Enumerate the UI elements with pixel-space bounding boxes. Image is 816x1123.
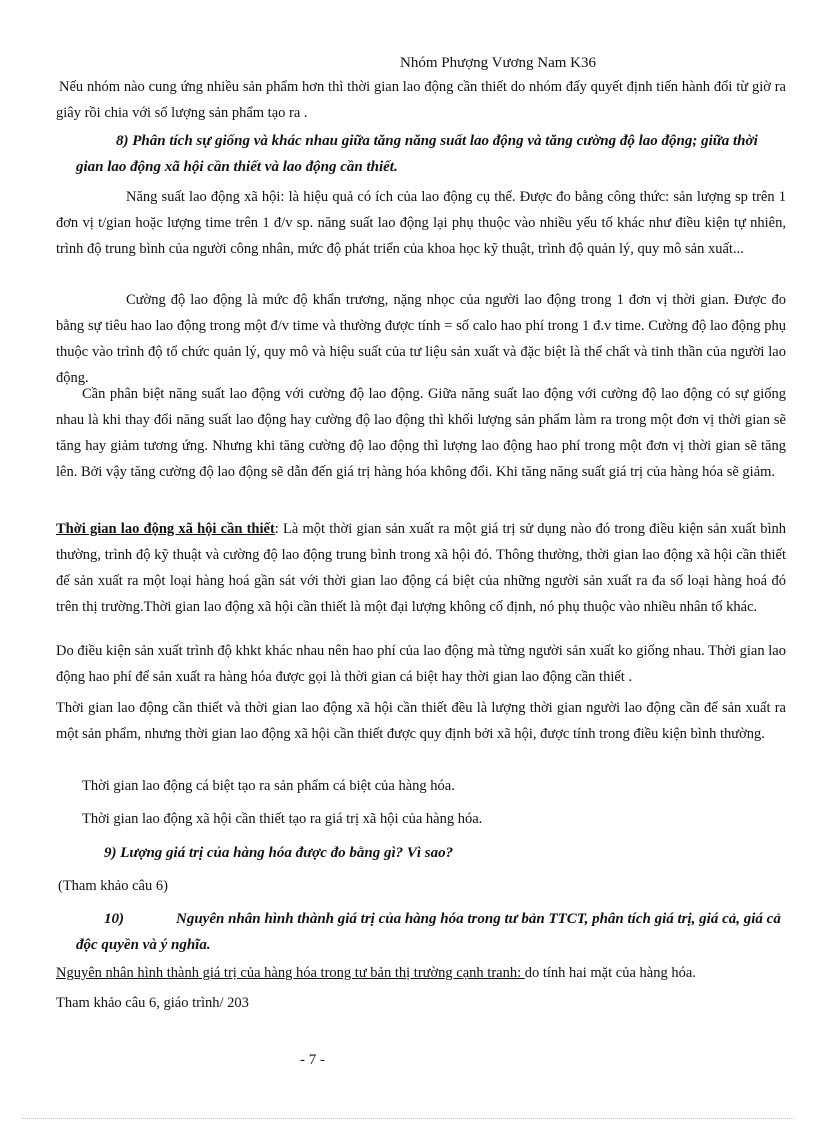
term-social-labor-time: Thời gian lao động xã hội cần thiết (56, 521, 275, 537)
question-10-heading: Nguyên nhân hình thành giá trị của hàng hóa trong tư bản TTCT, phân tích giá trị, giá cả, giá cả độc quyền và ý nghĩa. (76, 911, 781, 953)
paragraph-difference: Thời gian lao động cần thiết và thời gian lao động xã hội cần thiết đều là lượng thời gian người lao động cần để sản xuất ra một sản phẩm, nhưng thời gian lao động xã hội cần thiết được quy định bởi xã hội, được tính trong điều kiện bình thường. (56, 700, 786, 742)
page-number: - 7 - (300, 1052, 325, 1068)
definition-social-labor-time: : Là một thời gian sản xuất ra một giá trị sử dụng nào đó trong điều kiện sản xuất bình thường, trình độ kỹ thuật và cường độ lao động trung bình trong xã hội đó. Thông thường, thời gian lao động xã hội cần thiết để sản xuất ra một loại hàng hoá gần sát với thời gian lao động cá biệt của những người sản xuất ra đa số loại hàng hoá đó trên thị trường.Thời gian lao động xã hội cần thiết là một đại lượng không cố định, nó phụ thuộc vào nhiều nhân tố khác. (56, 521, 787, 615)
paragraph-comparison: Cần phân biệt năng suất lao động với cường độ lao động. Giữa năng suất lao động với cường độ lao động có sự giống nhau là khi thay đổi năng suất lao động hay cường độ lao động thì khối lượng sản phẩm làm ra trong một đơn vị thời gian sẽ tăng hay giảm tương ứng. Nhưng khi tăng cường độ lao động thì lượng lao động hao phí trong một đơn vị thời gian sẽ tăng lên. Bởi vậy tăng cường độ lao động sẽ dẫn đến giá trị hàng hóa không đổi. Khi tăng năng suất giá trị của hàng hóa sẽ giảm. (56, 386, 786, 480)
paragraph-social-labor-time (56, 516, 786, 620)
paragraph-cause (56, 960, 786, 986)
page-bottom-divider (22, 1118, 794, 1119)
cause-underlined: Nguyên nhân hình thành giá trị của hàng hóa trong tư bản thị trường cạnh tranh: (56, 965, 525, 981)
paragraph-labor-productivity: Năng suất lao động xã hội: là hiệu quả có ích của lao động cụ thể. Được đo bằng công thức: sản lượng sp trên 1 đơn vị t/gian hoặc lượng time trên 1 đ/v sp. năng suất lao động lại phụ thuộc vào nhiều yếu tố khác như điều kiện tự nhiên, trình độ trung bình của người công nhân, mức độ phát triển của khoa học kỹ thuật, trình độ quản lý, quy mô sản xuất... (56, 189, 786, 257)
line-social-time: Thời gian lao động xã hội cần thiết tạo ra giá trị xã hội của hàng hóa. (82, 811, 483, 827)
paragraph-labor-intensity: Cường độ lao động là mức độ khẩn trương, nặng nhọc của người lao động trong 1 đơn vị thời gian. Được đo bằng sự tiêu hao lao động trong một đ/v time và thường được tính = số calo hao phí trong 1 đ.v time. Cường độ lao động phụ thuộc vào trình độ tổ chức quản lý, quy mô và hiệu suất của tư liệu sản xuất và đặc biệt là thể chất và tinh thần của người lao động. (56, 292, 786, 386)
question-9-heading: 9) Lượng giá trị của hàng hóa được đo bằng gì? Vì sao? (104, 845, 454, 861)
paragraph-intro: Nếu nhóm nào cung ứng nhiều sản phẩm hơn thì thời gian lao động cần thiết do nhóm đấy quyết định tiến hành đổi từ giờ ra giây rồi chia với số lượng sản phẩm tạo ra . (56, 79, 786, 121)
reference-q6: (Tham khảo câu 6) (58, 878, 168, 894)
question-8-heading: 8) Phân tích sự giống và khác nhau giữa tăng năng suất lao động và tăng cường độ lao động; giữa thời gian lao động xã hội cần thiết và lao động cần thiết. (76, 133, 758, 175)
question-10-number: 10) (104, 911, 124, 927)
line-individual-time: Thời gian lao động cá biệt tạo ra sản phẩm cá biệt của hàng hóa. (82, 778, 455, 794)
paragraph-individual-time: Do điều kiện sản xuất trình độ khkt khác nhau nên hao phí của lao động mà từng người sản xuất ko giống nhau. Thời gian lao động hao phí để sản xuất ra hàng hóa được gọi là thời gian cá biệt hay thời gian lao động cần thiết . (56, 643, 786, 685)
reference-textbook: Tham khảo câu 6, giáo trình/ 203 (56, 995, 249, 1011)
cause-rest: do tính hai mặt của hàng hóa. (524, 965, 696, 981)
page-header: Nhóm Phượng Vương Nam K36 (400, 55, 597, 71)
